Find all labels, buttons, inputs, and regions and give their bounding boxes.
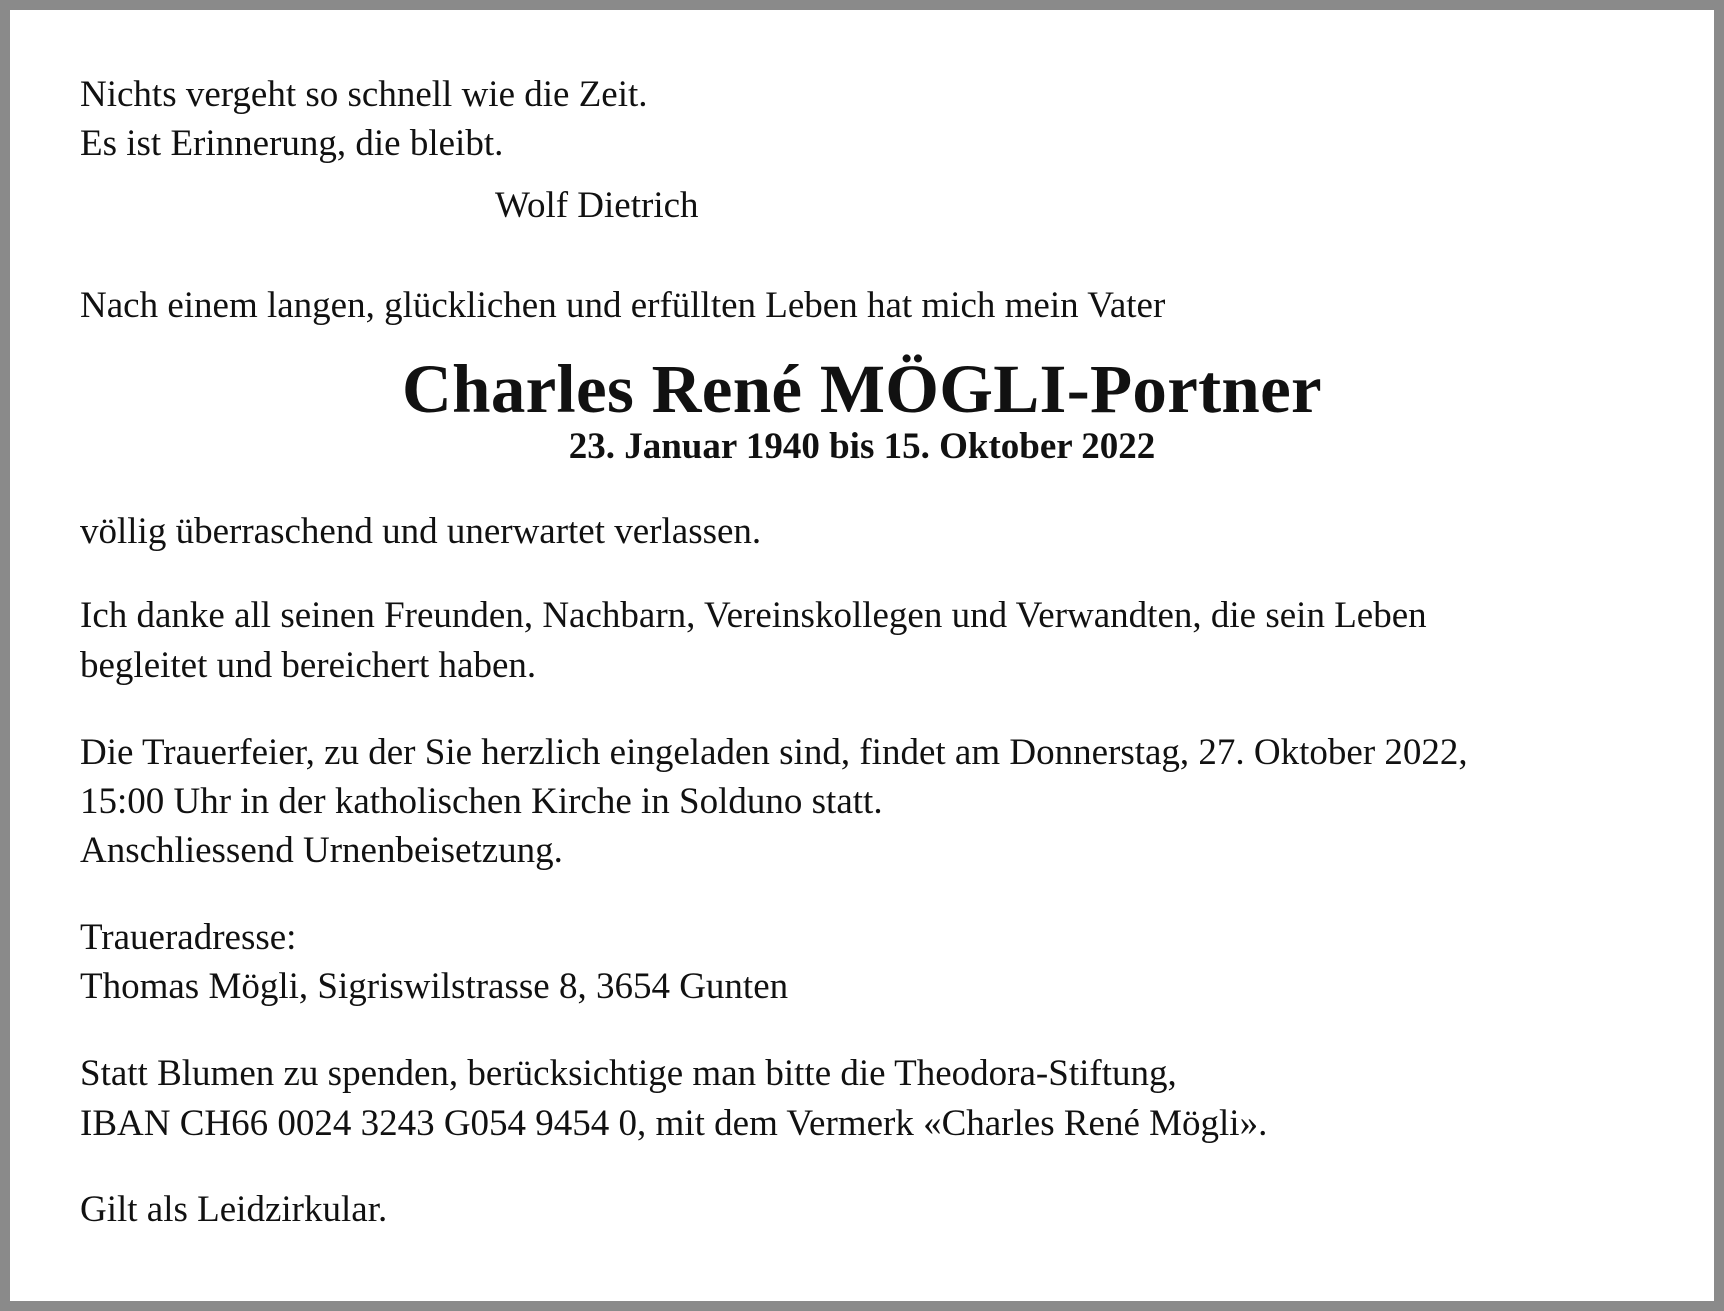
ceremony-line-3: Anschliessend Urnenbeisetzung. [80, 830, 563, 871]
motto-author: Wolf Dietrich [495, 185, 699, 226]
deceased-name: Charles René MÖGLI-Portner [402, 351, 1322, 427]
motto-line-2: Es ist Erinnerung, die bleibt. [80, 123, 504, 164]
thanks-line-1: Ich danke all seinen Freunden, Nachbarn, Vereinskollegen und Verwandten, die sein Leben [80, 595, 1427, 636]
donation-line-2: IBAN CH66 0024 3243 G054 9454 0, mit dem Vermerk «Charles René Mögli». [80, 1103, 1268, 1144]
donation-line-1: Statt Blumen zu spenden, berücksichtige man bitte die Theodora-Stiftung, [80, 1053, 1177, 1094]
motto-line-1: Nichts vergeht so schnell wie die Zeit. [80, 74, 648, 115]
life-dates: 23. Januar 1940 bis 15. Oktober 2022 [568, 426, 1156, 467]
departure-text: völlig überraschend und unerwartet verlassen. [80, 511, 762, 552]
intro-text: Nach einem langen, glücklichen und erfüllten Leben hat mich mein Vater [80, 285, 1166, 326]
thanks-line-2: begleitet und bereichert haben. [80, 645, 537, 686]
address-value: Thomas Mögli, Sigriswilstrasse 8, 3654 Gunten [80, 966, 789, 1007]
ceremony-line-2: 15:00 Uhr in der katholischen Kirche in Solduno statt. [80, 781, 883, 822]
ceremony-line-1: Die Trauerfeier, zu der Sie herzlich eingeladen sind, findet am Donnerstag, 27. Oktober 2022, [80, 732, 1468, 773]
address-label: Traueradresse: [80, 917, 297, 958]
closing-text: Gilt als Leidzirkular. [80, 1189, 388, 1230]
